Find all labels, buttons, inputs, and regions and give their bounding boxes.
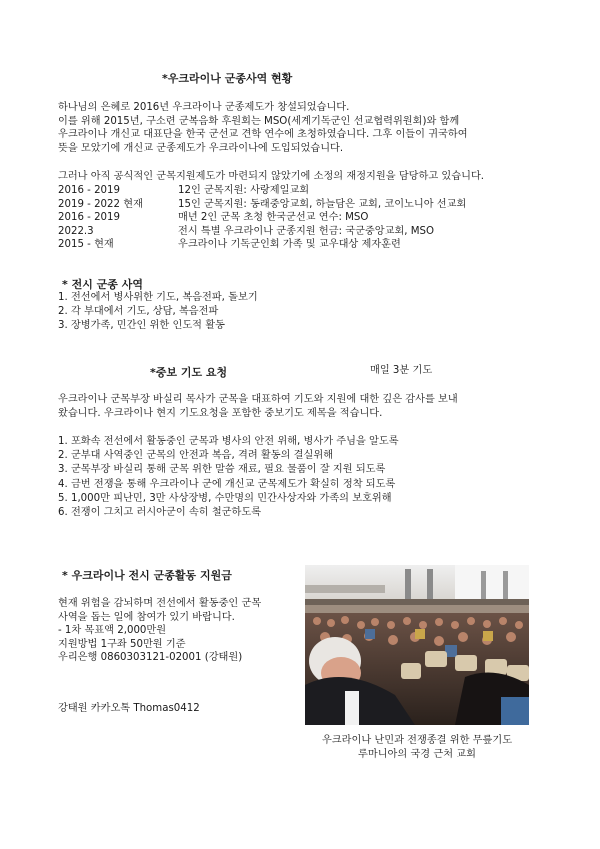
chaplaincy-intro-paragraph — [58, 101, 468, 155]
timeline-row — [58, 211, 558, 225]
caption-line: 우크라이나 난민과 전쟁종결 위한 무릎기도 — [321, 735, 513, 746]
list-item: 1. 포화속 전선에서 활동중인 군목과 병사의 안전 위해, 병사가 주님을 알도록 — [58, 436, 399, 447]
section-title-prayer-request: *중보 기도 요청 — [150, 366, 228, 379]
intro-line: 이를 위해 2015년, 구소련 군복음화 후원회는 MSO(세계기독군인 선교협력위원회)와 함께 — [58, 115, 460, 127]
contact-info: 강태원 카카오톡 Thomas0412 — [58, 703, 200, 714]
support-note: 그러나 아직 공식적인 군목지원제도가 마련되지 않았기에 소정의 재정지원을 담당하고 있습니다. — [58, 171, 485, 182]
timeline-year: 2016 - 2019 — [58, 212, 121, 224]
timeline-row — [58, 198, 558, 212]
list-item: 3. 군목부장 바실리 통해 군목 위한 말씀 재료, 필요 물품이 잘 지원 되도록 — [58, 464, 386, 476]
prayer-gathering-illustration — [305, 565, 529, 725]
fund-line: 지원방법 1구좌 50만원 기준 — [58, 638, 186, 650]
timeline-year: 2016 - 2019 — [58, 185, 121, 196]
intro-line: 뜻을 모았기에 개신교 군종제도가 우크라이나에 도입되었습니다. — [58, 142, 344, 154]
timeline-desc: 전시 특별 우크라이나 군종지원 헌금: 국군중앙교회, MSO — [178, 225, 435, 237]
timeline-row — [58, 225, 558, 239]
photo-caption — [292, 734, 542, 762]
support-timeline — [58, 184, 558, 252]
intro-line: 우크라이나 개신교 대표단을 한국 군선교 견학 연수에 초청하였습니다. 그후 이들이 귀국하여 — [58, 129, 468, 141]
list-item: 2. 각 부대에서 기도, 상담, 복음전파 — [58, 306, 219, 318]
prayer-intro-paragraph — [58, 393, 458, 420]
timeline-year: 2022.3 — [58, 225, 94, 237]
list-item: 3. 장병가족, 민간인 위한 인도적 활동 — [58, 320, 225, 332]
caption-line: 루마니아의 국경 근처 교회 — [358, 749, 476, 760]
timeline-year: 2019 - 2022 현재 — [58, 198, 143, 210]
church-prayer-photo — [305, 565, 529, 725]
section-title-wartime-ministry: * 전시 군종 사역 — [62, 278, 143, 291]
timeline-desc: 12인 군목지원: 사랑제일교회 — [178, 185, 310, 196]
prayer-items-list — [58, 435, 399, 520]
wartime-ministry-list — [58, 291, 258, 334]
fund-line: 현재 위험을 감뇌하며 전선에서 활동중인 군목 — [58, 598, 262, 609]
timeline-desc: 우크라이나 기독군인회 가족 및 교우대상 제자훈련 — [178, 239, 401, 251]
list-item: 4. 금번 전쟁을 통해 우크라이나 군에 개신교 군목제도가 확실히 정착 되도록 — [58, 478, 396, 490]
fund-line: - 1차 목표액 2,000만원 — [58, 625, 167, 637]
timeline-year: 2015 - 현재 — [58, 239, 114, 251]
daily-prayer-note: 매일 3분 기도 — [370, 365, 433, 376]
intro-line: 왔습니다. 우크라이나 현지 기도요청을 포함한 중보기도 제목을 적습니다. — [58, 407, 383, 419]
timeline-row — [58, 238, 558, 252]
timeline-desc: 15인 군목지원: 동래중앙교회, 하늘담은 교회, 코이노니아 선교회 — [178, 198, 467, 210]
section-title-support-fund: * 우크라이나 전시 군종활동 지원금 — [62, 569, 232, 582]
support-fund-details — [58, 597, 261, 665]
section-title-chaplaincy-status: *우크라이나 군종사역 현황 — [162, 72, 293, 85]
list-item: 2. 군부대 사역중인 군목의 안전과 복음, 격려 활동의 결실위해 — [58, 450, 334, 462]
list-item: 5. 1,000만 피난민, 3만 사상장병, 수만명의 민간사상자와 가족의 보호위해 — [58, 492, 392, 504]
fund-line: 우리은행 0860303121-02001 (강태원) — [58, 652, 243, 664]
list-item: 1. 전선에서 병사위한 기도, 복음전파, 돌보기 — [58, 292, 258, 303]
intro-line: 하나님의 은혜로 2016년 우크라이나 군종제도가 창설되었습니다. — [58, 102, 350, 113]
fund-line: 사역을 돕는 일에 참여가 있기 바랍니다. — [58, 611, 235, 623]
list-item: 6. 전쟁이 그치고 러시아군이 속히 철군하도록 — [58, 507, 262, 519]
timeline-desc: 매년 2인 군목 초청 한국군선교 연수: MSO — [178, 212, 369, 224]
intro-line: 우크라이나 군목부장 바실리 목사가 군목을 대표하여 기도와 지원에 대한 깊은 감사를 보내 — [58, 394, 458, 405]
timeline-row — [58, 184, 558, 198]
